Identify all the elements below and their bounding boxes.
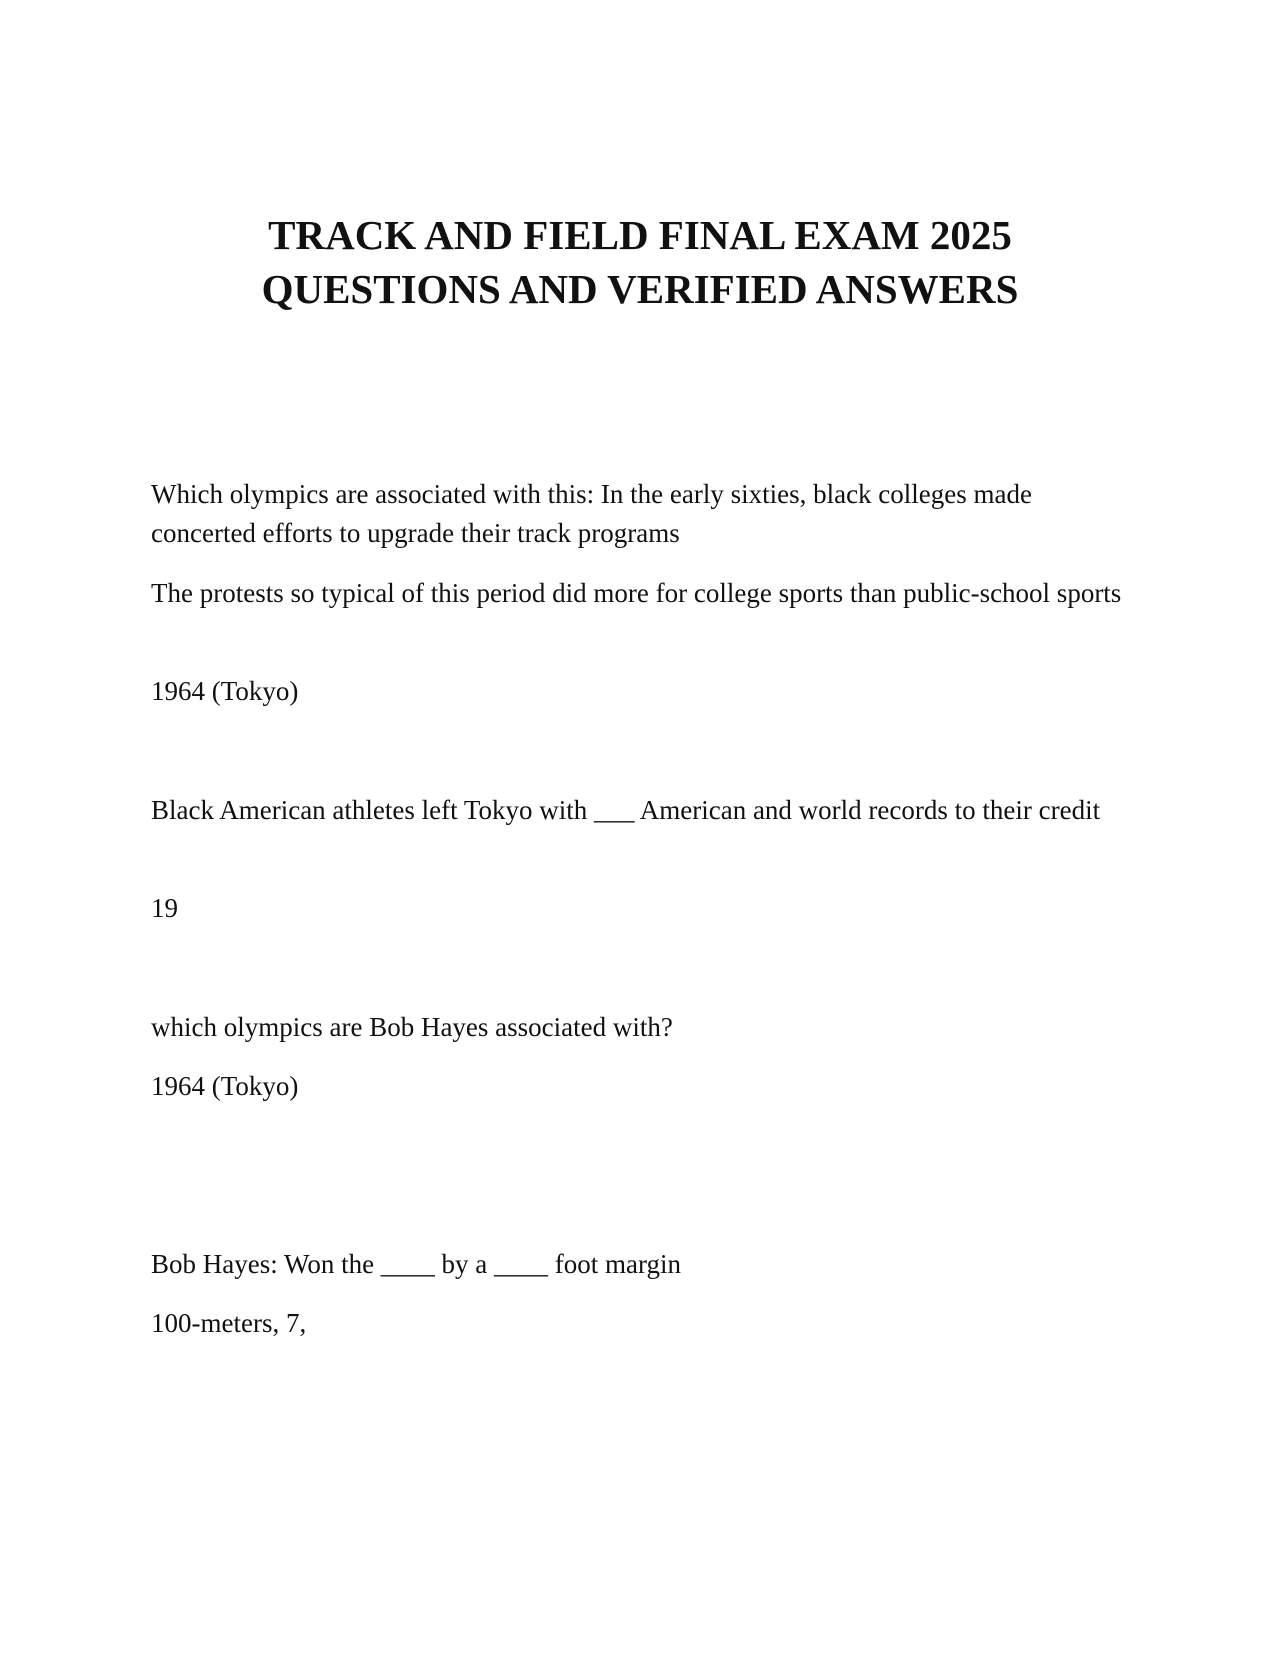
question-3: which olympics are Bob Hayes associated with?: [151, 1012, 673, 1042]
answer-2: 19: [151, 893, 178, 923]
answer-1: 1964 (Tokyo): [151, 676, 299, 706]
document-title-line-2: QUESTIONS AND VERIFIED ANSWERS: [261, 266, 1019, 312]
question-4: Bob Hayes: Won the ____ by a ____ foot margin: [151, 1249, 682, 1279]
answer-3: 1964 (Tokyo): [151, 1071, 299, 1101]
answer-4: 100-meters, 7,: [151, 1308, 307, 1338]
document-title-line-1: TRACK AND FIELD FINAL EXAM 2025: [268, 212, 1012, 258]
question-1: Which olympics are associated with this: In the early sixties, black colleges made concerted efforts to upgrade their track programs: [151, 479, 1032, 548]
question-1-note: The protests so typical of this period did more for college sports than public-school sports: [151, 578, 1122, 608]
question-2: Black American athletes left Tokyo with ___ American and world records to their credit: [151, 795, 1101, 825]
